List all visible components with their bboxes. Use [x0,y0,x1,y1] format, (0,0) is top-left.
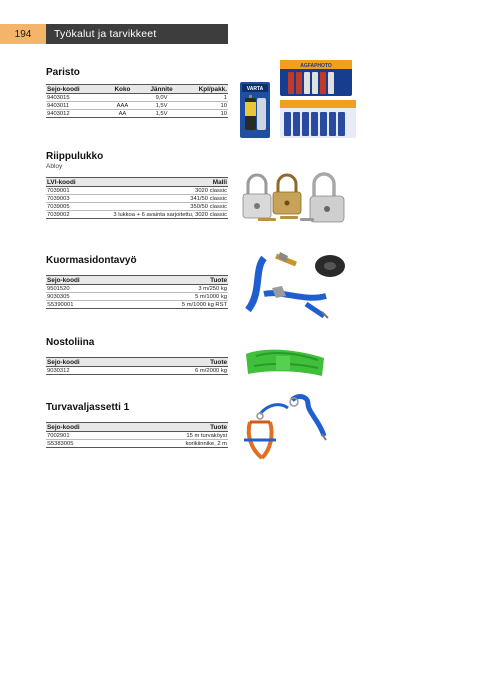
table-cell: 7039002 [46,211,101,219]
battery-product-image [236,58,356,140]
table-header-row [46,358,228,367]
table-cell: 1,5V [141,102,183,110]
section-riippulukko [46,151,228,219]
table-row [46,94,228,102]
lifting-sling-product-image [242,340,328,384]
column-header: Jännite [141,85,183,94]
table-row [46,203,228,211]
column-header: Tuote [110,423,228,432]
column-header: Sejo-koodi [46,423,110,432]
column-header: Koko [104,85,140,94]
table-cell: 9,0V [141,94,183,102]
table-cell: 5 m/1000 kg RST [110,301,228,309]
table-cell: korikiinnike, 2 m [110,440,228,448]
table-cell: 3 lukkoa + 6 avainta sarjoitettu, 3020 classic [101,211,228,219]
table-row [46,195,228,203]
table-row [46,187,228,195]
section-turvavaljassetti [46,402,228,448]
table-cell: 10 [182,102,228,110]
table-cell [104,94,140,102]
table-cell: 7039003 [46,195,101,203]
section-title: Kuormasidontavyö [46,255,137,266]
ratchet-strap-product-image [244,246,348,322]
section-subtitle: Abloy [46,163,63,170]
page-title: Työkalut ja tarvikkeet [46,24,228,44]
table-cell: 10 [182,110,228,118]
column-header: Sejo-koodi [46,276,110,285]
table-cell: 3020 classic [101,187,228,195]
table-cell: 9403011 [46,102,104,110]
table-cell: 1 [182,94,228,102]
column-header: Sejo-koodi [46,85,104,94]
table-row [46,293,228,301]
riippulukko-table [46,177,228,219]
nostoliina-table [46,357,228,375]
table-cell: 15 m turvaköysi [110,432,228,440]
table-cell: 7039001 [46,187,101,195]
table-header-row [46,423,228,432]
table-cell: 9030312 [46,367,110,375]
section-nostoliina [46,337,228,375]
column-header: LVI-koodi [46,178,101,187]
turvavaljassetti-table [46,422,228,448]
kuormasidontavyo-table [46,275,228,309]
table-cell: 5 m/1000 kg [110,293,228,301]
section-title: Turvavaljassetti 1 [46,402,130,413]
table-cell: 9030305 [46,293,110,301]
section-title: Nostoliina [46,337,95,348]
section-title: Riippulukko [46,151,104,162]
table-cell: 9403015 [46,94,104,102]
padlock-product-image [240,172,352,228]
table-row [46,367,228,375]
section-title: Paristo [46,67,80,78]
table-cell: 7002901 [46,432,110,440]
table-cell: S5390001 [46,301,110,309]
agfa-brand-text: AGFAPHOTO [300,63,332,69]
table-header-row [46,178,228,187]
table-row [46,440,228,448]
table-cell: AAA [104,102,140,110]
table-row [46,301,228,309]
table-row [46,102,228,110]
column-header: Malli [101,178,228,187]
table-cell: 9403012 [46,110,104,118]
table-cell: AA [104,110,140,118]
table-row [46,211,228,219]
table-header-row [46,85,228,94]
table-cell: 341/50 classic [101,195,228,203]
column-header: Kpl/pakk. [182,85,228,94]
page-number: 194 [0,24,46,44]
table-row [46,432,228,440]
safety-harness-product-image [236,392,328,464]
table-cell: 350/50 classic [101,203,228,211]
table-row [46,110,228,118]
column-header: Sejo-koodi [46,358,110,367]
varta-brand-text: VARTA [246,86,264,92]
table-header-row [46,276,228,285]
page-header [0,24,228,44]
table-cell: 3 m/250 kg [110,285,228,293]
table-cell: 7039005 [46,203,101,211]
table-cell: S5383005 [46,440,110,448]
table-cell: 9501520 [46,285,110,293]
table-row [46,285,228,293]
paristo-table [46,84,228,118]
column-header: Tuote [110,358,228,367]
section-paristo [46,67,228,118]
section-kuormasidontavyo [46,255,228,309]
column-header: Tuote [110,276,228,285]
table-cell: 1,5V [141,110,183,118]
table-cell: 6 m/2000 kg [110,367,228,375]
